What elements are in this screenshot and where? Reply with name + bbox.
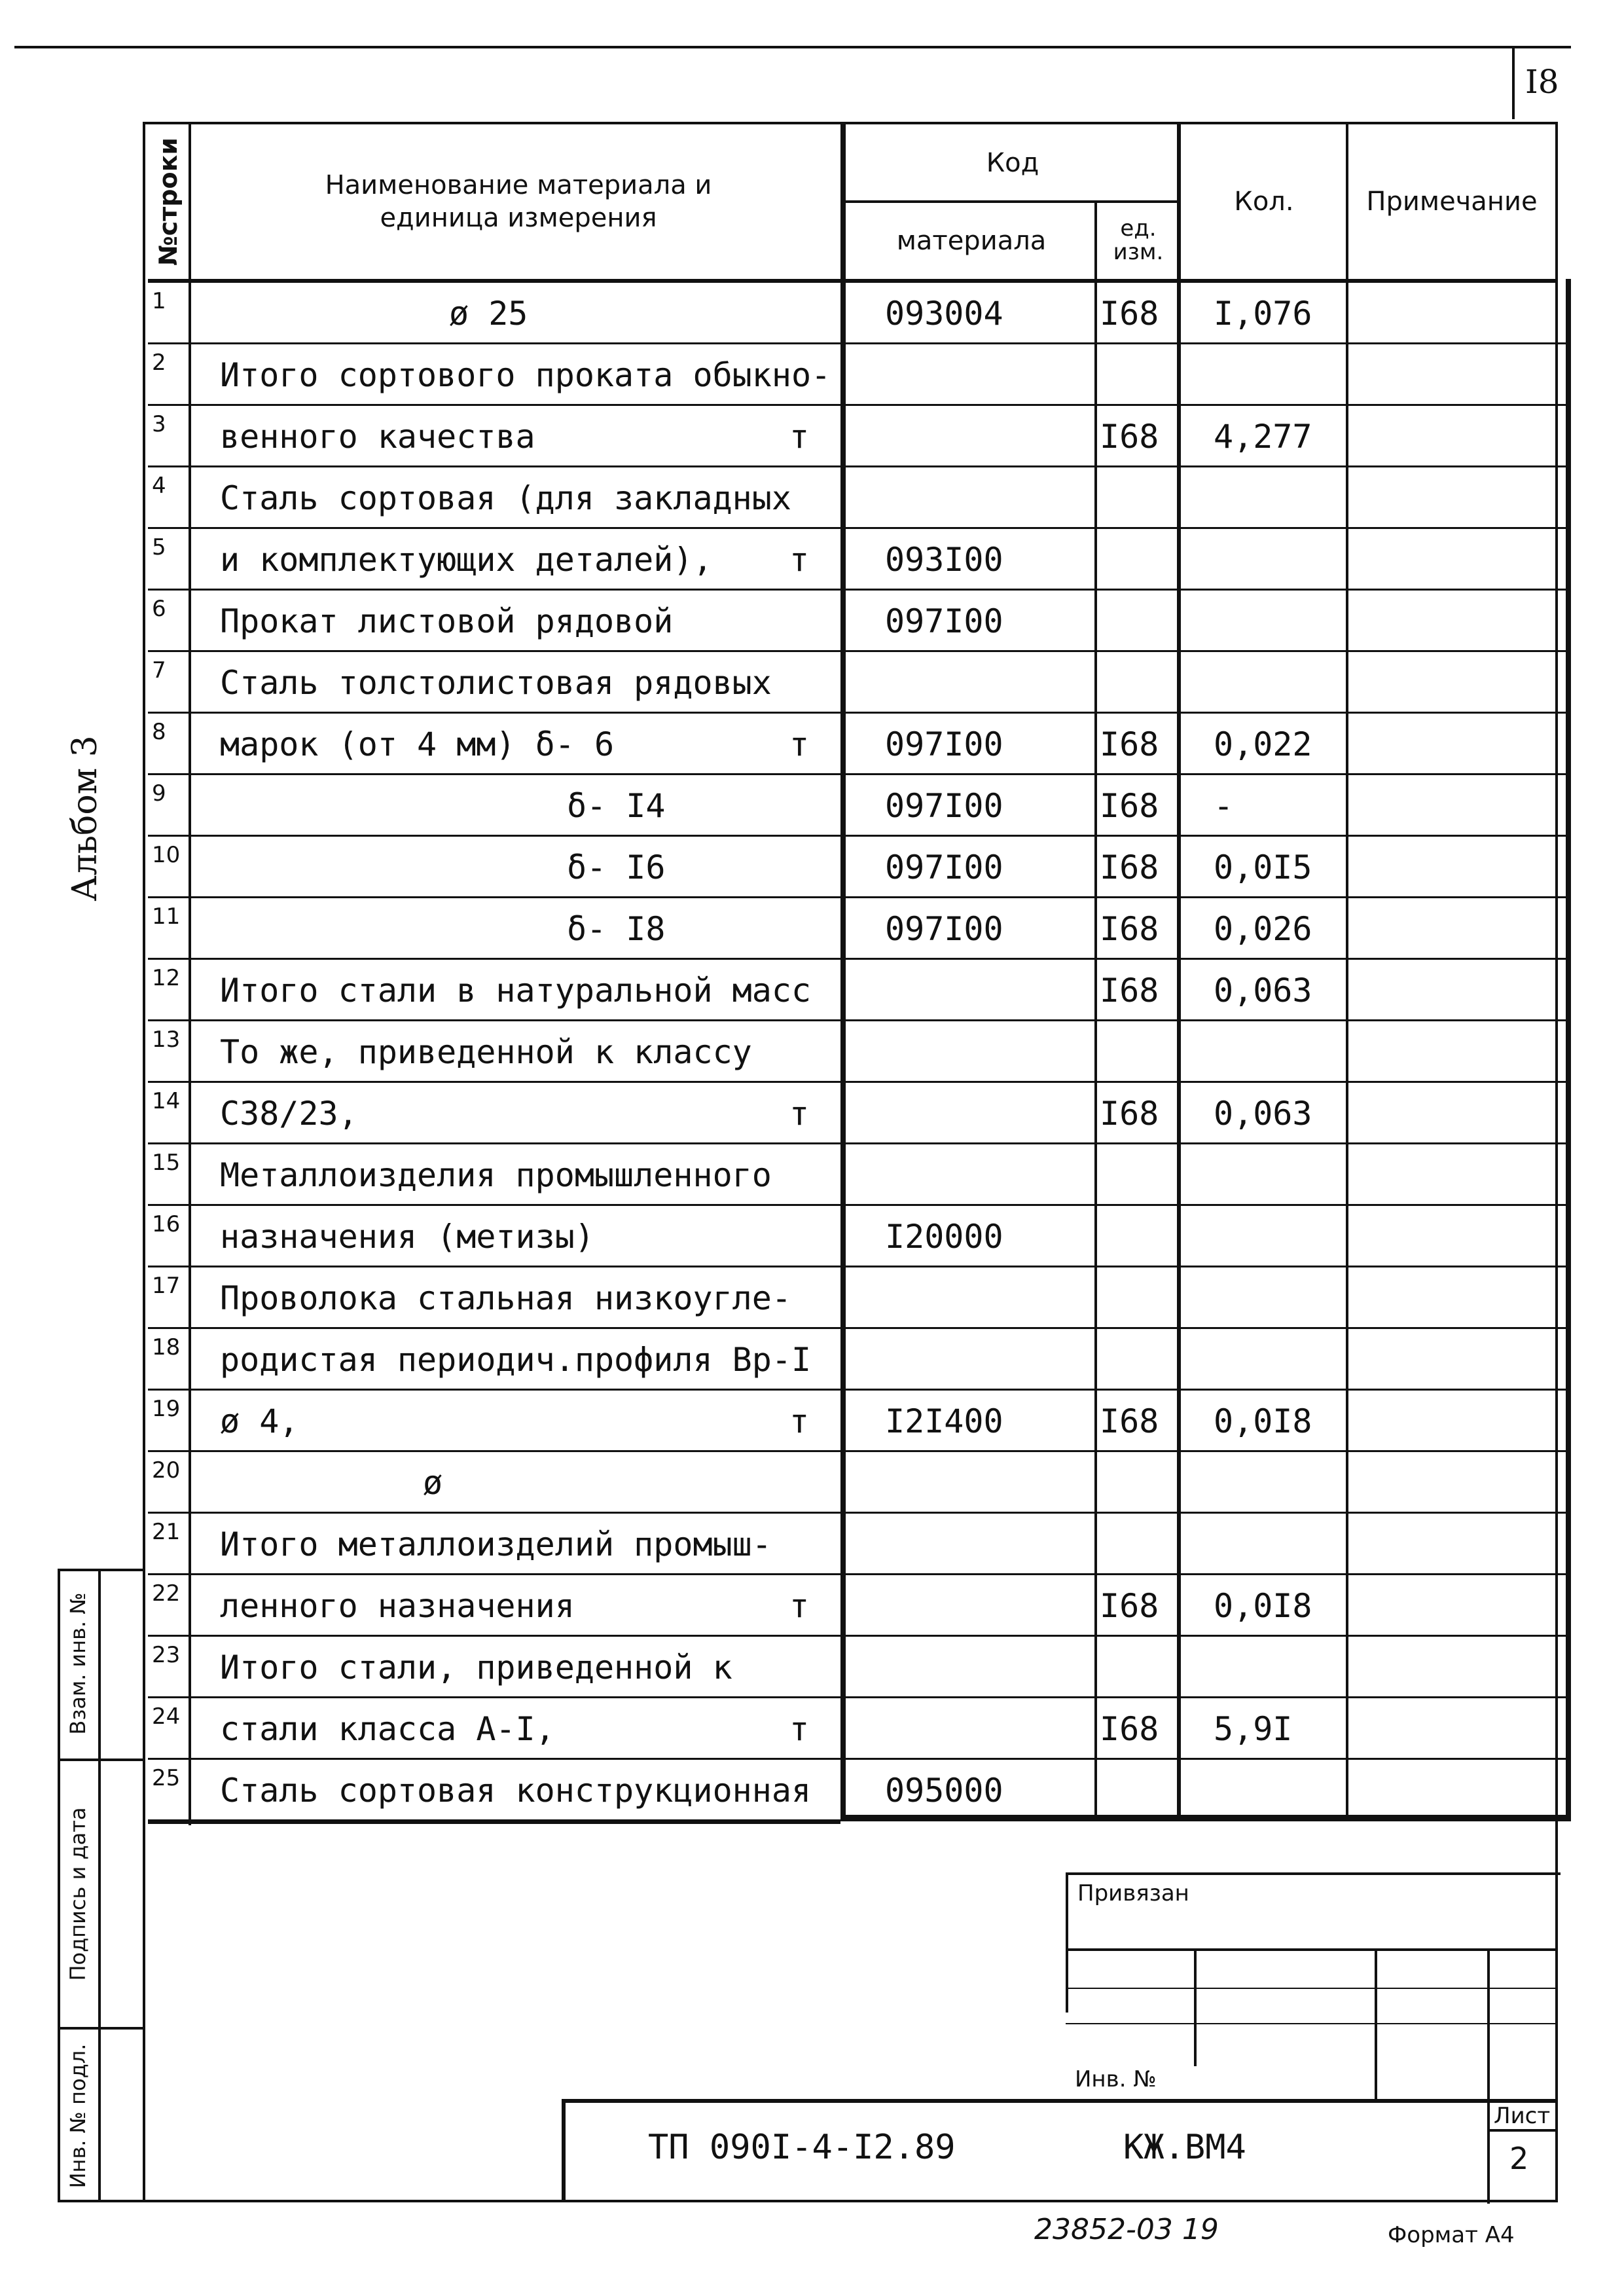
note-col-line bbox=[1346, 124, 1348, 1820]
list-label: Лист bbox=[1494, 2103, 1551, 2129]
album-label bbox=[46, 720, 124, 917]
material-name: ø 4, bbox=[220, 1402, 299, 1440]
album-label-text: Альбом 3 bbox=[65, 735, 105, 902]
row-number: 18 bbox=[152, 1334, 181, 1360]
material-code: 097I00 bbox=[885, 910, 1003, 948]
material-name: Итого стали, приведенной к bbox=[220, 1649, 732, 1686]
row-number: 7 bbox=[152, 657, 166, 683]
material-name: марок (от 4 мм) δ- 6 bbox=[220, 725, 615, 763]
material-name: Итого сортового проката обыкно- bbox=[220, 356, 831, 394]
quantity: 0,0I8 bbox=[1214, 1402, 1312, 1440]
material-name: Проволока стальная низкоугле- bbox=[220, 1279, 791, 1317]
row-number: 8 bbox=[152, 719, 166, 745]
archive-number: 23852-03 19 bbox=[1034, 2213, 1219, 2246]
bold-right-line bbox=[1566, 279, 1571, 1821]
tb-vline-3 bbox=[1487, 1948, 1490, 2204]
row-number: 19 bbox=[152, 1396, 181, 1422]
material-name: δ- I6 bbox=[567, 848, 666, 886]
row-number: 22 bbox=[152, 1580, 181, 1607]
tb-main-left bbox=[562, 2099, 566, 2202]
code-column-header: Код bbox=[986, 148, 1039, 178]
material-name: родистая периодич.профиля Вр-I bbox=[220, 1341, 812, 1379]
material-name: и комплектующих деталей), bbox=[220, 541, 713, 579]
tb-vline-1 bbox=[1194, 1948, 1197, 2066]
quantity: 0,0I8 bbox=[1214, 1587, 1312, 1625]
row-number: 5 bbox=[152, 534, 166, 560]
unit-code: I68 bbox=[1100, 1710, 1159, 1748]
doc-code: КЖ.ВМ4 bbox=[1123, 2128, 1246, 2167]
row-number-header-text: №строки bbox=[154, 137, 183, 266]
row-number: 4 bbox=[152, 473, 166, 499]
row-number: 25 bbox=[152, 1765, 181, 1791]
material-code: 095000 bbox=[885, 1772, 1003, 1810]
unit-t: т bbox=[789, 541, 810, 579]
row-number: 23 bbox=[152, 1642, 181, 1668]
inv-podl-label bbox=[58, 2030, 98, 2202]
row-number: 20 bbox=[152, 1457, 181, 1484]
row-number: 2 bbox=[152, 350, 166, 376]
header-bottom-line bbox=[148, 279, 1558, 283]
quantity: 0,022 bbox=[1214, 725, 1312, 763]
tb-main-top bbox=[564, 2099, 1558, 2103]
material-name: ø 25 bbox=[449, 295, 528, 333]
inv-no-label: Инв. № bbox=[1075, 2066, 1157, 2092]
tb-line-1 bbox=[1066, 1948, 1558, 1951]
unit-code: I68 bbox=[1100, 1587, 1159, 1625]
material-name: То же, приведенной к классу bbox=[220, 1033, 752, 1071]
row-separator bbox=[148, 835, 1568, 837]
tb-line-3 bbox=[1066, 2023, 1558, 2024]
unit-code: I68 bbox=[1100, 972, 1159, 1010]
page-number-divider bbox=[1512, 48, 1515, 119]
row-number: 6 bbox=[152, 596, 166, 622]
material-name: Сталь сортовая конструкционная bbox=[220, 1772, 812, 1810]
signature-date-text: Подпись и дата bbox=[65, 1807, 90, 1981]
material-name: Итого металлоизделий промыш- bbox=[220, 1525, 772, 1563]
note-column-header: Примечание bbox=[1366, 187, 1538, 217]
top-rule bbox=[14, 46, 1571, 48]
material-code: I20000 bbox=[885, 1218, 1003, 1256]
quantity: 4,277 bbox=[1214, 418, 1312, 456]
material-code: I2I400 bbox=[885, 1402, 1003, 1440]
material-name: ø bbox=[423, 1464, 443, 1502]
qty-col-line bbox=[1177, 124, 1181, 1820]
row-number: 3 bbox=[152, 411, 166, 437]
quantity: 0,063 bbox=[1214, 1095, 1312, 1133]
inv-podl-text: Инв. № подл. bbox=[65, 2043, 90, 2189]
unit-t: т bbox=[789, 1095, 810, 1133]
row-number: 12 bbox=[152, 965, 181, 991]
material-name: Итого стали в натуральной масс bbox=[220, 972, 812, 1010]
unit-t: т bbox=[789, 725, 810, 763]
unit-code: I68 bbox=[1100, 1402, 1159, 1440]
code-col-line bbox=[840, 124, 846, 1819]
row-number: 15 bbox=[152, 1150, 181, 1176]
name-column-header: Наименование материала и единица измерения bbox=[325, 170, 712, 233]
row-number: 9 bbox=[152, 780, 166, 807]
material-name: δ- I8 bbox=[567, 910, 666, 948]
material-name: δ- I4 bbox=[567, 787, 666, 825]
row-number: 24 bbox=[152, 1704, 181, 1730]
list-number: 2 bbox=[1509, 2141, 1529, 2176]
list-line bbox=[1487, 2129, 1558, 2132]
unit-t: т bbox=[789, 418, 810, 456]
unit-code: I68 bbox=[1100, 848, 1159, 886]
row-number: 14 bbox=[152, 1088, 181, 1114]
doc-number: ТП 090I-4-I2.89 bbox=[648, 2128, 956, 2167]
material-code: 093I00 bbox=[885, 541, 1003, 579]
material-name: венного качества bbox=[220, 418, 535, 456]
material-code: 097I00 bbox=[885, 725, 1003, 763]
unit-code: I68 bbox=[1100, 1095, 1159, 1133]
quantity: 5,9I bbox=[1214, 1710, 1293, 1748]
row-number: 16 bbox=[152, 1211, 181, 1237]
quantity: I,076 bbox=[1214, 295, 1312, 333]
qty-column-header: Кол. bbox=[1234, 187, 1294, 217]
unit-code: I68 bbox=[1100, 725, 1159, 763]
material-code: 097I00 bbox=[885, 787, 1003, 825]
unit-code: I68 bbox=[1100, 910, 1159, 948]
table-bottom-line bbox=[148, 1821, 840, 1824]
material-name: стали класса А-I, bbox=[220, 1710, 555, 1748]
material-code: 097I00 bbox=[885, 602, 1003, 640]
row-number: 21 bbox=[152, 1519, 181, 1545]
material-name: Прокат листовой рядовой bbox=[220, 602, 674, 640]
row-number: 13 bbox=[152, 1027, 181, 1053]
unit-t: т bbox=[789, 1710, 810, 1748]
quantity: 0,0I5 bbox=[1214, 848, 1312, 886]
material-name: Металлоизделия промышленного bbox=[220, 1156, 772, 1194]
vzam-inv-label bbox=[58, 1569, 98, 1758]
quantity: 0,063 bbox=[1214, 972, 1312, 1010]
material-name: назначения (метизы) bbox=[220, 1218, 594, 1256]
format-label: Формат А4 bbox=[1388, 2222, 1515, 2248]
unit-t: т bbox=[789, 1587, 810, 1625]
vzam-inv-text: Взам. инв. № bbox=[65, 1592, 90, 1735]
material-name: Сталь сортовая (для закладных bbox=[220, 479, 791, 517]
quantity: 0,026 bbox=[1214, 910, 1312, 948]
unit-code: I68 bbox=[1100, 295, 1159, 333]
tb-vline-2 bbox=[1375, 1948, 1377, 2100]
tb-line-2 bbox=[1066, 1988, 1558, 1989]
row-number: 1 bbox=[152, 288, 166, 314]
row-number: 10 bbox=[152, 842, 181, 868]
signature-date-label bbox=[58, 1761, 98, 2027]
unit-code: I68 bbox=[1100, 787, 1159, 825]
material-name: Сталь толстолистовая рядовых bbox=[220, 664, 772, 702]
row-number-header bbox=[148, 124, 189, 279]
privyazan-label: Привязан bbox=[1077, 1880, 1189, 1906]
unit-code: I68 bbox=[1100, 418, 1159, 456]
row-number: 11 bbox=[152, 903, 181, 930]
code-subheader-line bbox=[846, 200, 1180, 203]
row-number: 17 bbox=[152, 1273, 181, 1299]
material-code: 093004 bbox=[885, 295, 1003, 333]
material-name: ленного назначения bbox=[220, 1587, 575, 1625]
unit-col-line bbox=[1094, 203, 1097, 1820]
stamp-split-line bbox=[98, 1569, 101, 2202]
material-code: 097I00 bbox=[885, 848, 1003, 886]
material-code-header: материала bbox=[896, 226, 1047, 256]
page-number: I8 bbox=[1525, 63, 1559, 101]
quantity: - bbox=[1214, 787, 1234, 825]
row-separator bbox=[148, 896, 1568, 898]
unit-t: т bbox=[789, 1402, 810, 1440]
material-name: С38/23, bbox=[220, 1095, 358, 1133]
unit-code-header: ед. изм. bbox=[1113, 215, 1164, 265]
